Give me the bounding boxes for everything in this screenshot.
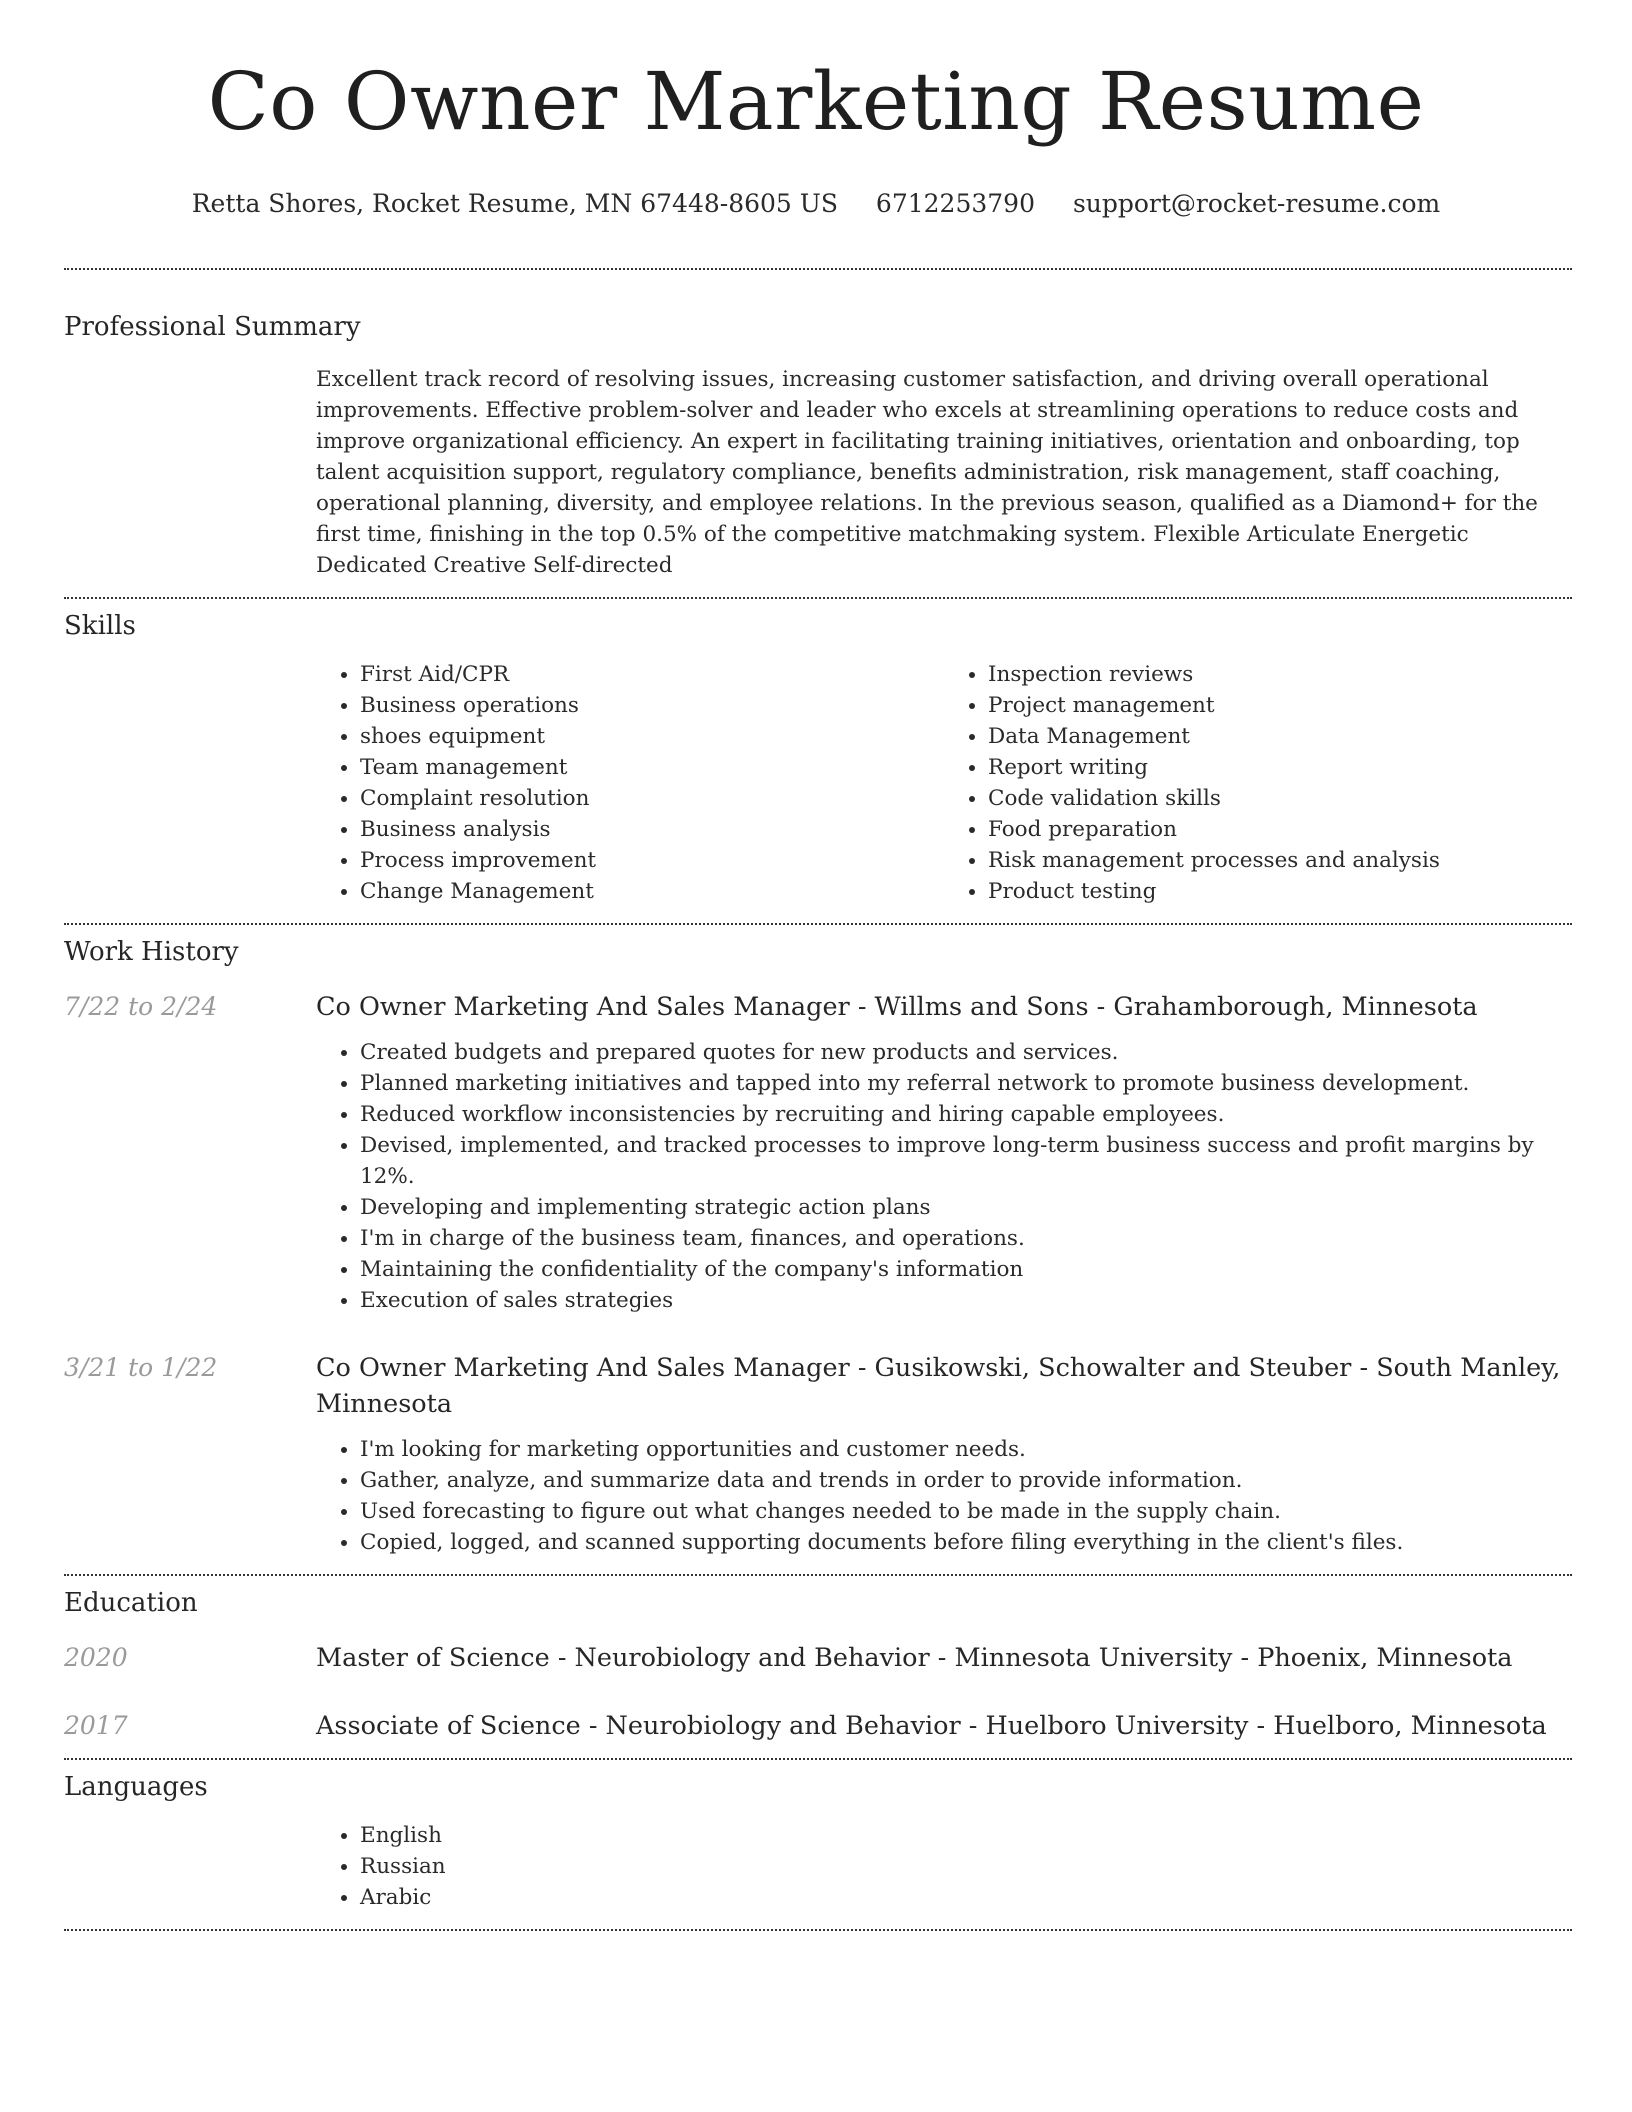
job-bullet: • Gather, analyze, and summarize data and trends in order to provide information. (360, 1465, 1572, 1496)
job-bullet: • Copied, logged, and scanned supporting documents before filing everything in the client's files. (360, 1527, 1572, 1558)
job-bullet: • Maintaining the confidentiality of the company's information (360, 1254, 1572, 1285)
contact-address: Retta Shores, Rocket Resume, MN 67448-8605 US (191, 189, 838, 218)
job-entry (64, 989, 1572, 1025)
education-entry (64, 1708, 1572, 1744)
job-bullet: • Devised, implemented, and tracked processes to improve long-term business success and profit margins by 12%. (360, 1130, 1572, 1192)
languages-heading: Languages (64, 1772, 208, 1802)
section-divider (64, 1574, 1572, 1576)
job-bullet: • Execution of sales strategies (360, 1285, 1572, 1316)
job-bullets (316, 1037, 1572, 1316)
skills-grid (316, 659, 1572, 907)
summary-text: Excellent track record of resolving issues, increasing customer satisfaction, and driving overall operational improvements. Effective problem-solver and leader who excels at streamlining operations to reduce costs and improve organizational efficiency. An expert in facilitating training initiatives, orientation and onboarding, top talent acquisition support, regulatory compliance, benefits administration, risk management, staff coaching, operational planning, diversity, and employee relations. In the previous season, qualified as a Diamond+ for the first time, finishing in the top 0.5% of the competitive matchmaking system. Flexible Articulate Energetic Dedicated Creative Self-directed (316, 367, 1538, 578)
skill-item: • First Aid/CPR (360, 659, 944, 690)
work-section (64, 935, 1572, 1558)
skill-item: • Code validation skills (988, 783, 1572, 814)
skills-list-right (944, 659, 1572, 907)
job-bullet: • I'm looking for marketing opportunities and customer needs. (360, 1434, 1572, 1465)
languages-list (316, 1820, 1572, 1913)
section-divider (64, 268, 1572, 270)
job-entry (64, 1350, 1572, 1422)
skill-item: • Complaint resolution (360, 783, 944, 814)
job-bullet: • I'm in charge of the business team, finances, and operations. (360, 1223, 1572, 1254)
skill-item: • Team management (360, 752, 944, 783)
language-item: • Arabic (360, 1882, 1572, 1913)
languages-section (64, 1770, 1572, 1913)
skill-item: • Business analysis (360, 814, 944, 845)
education-entry (64, 1640, 1572, 1676)
contact-line (0, 188, 1632, 220)
skill-item: • Risk management processes and analysis (988, 845, 1572, 876)
page-title: Co Owner Marketing Resume (207, 55, 1425, 148)
education-degree: Master of Science - Neurobiology and Behavior - Minnesota University - Phoenix, Minnesota (316, 1643, 1513, 1673)
education-heading: Education (64, 1588, 198, 1618)
skill-item: • Project management (988, 690, 1572, 721)
education-degree: Associate of Science - Neurobiology and Behavior - Huelboro University - Huelboro, Minnesota (316, 1711, 1547, 1741)
job-bullet: • Developing and implementing strategic action plans (360, 1192, 1572, 1223)
job-title: Co Owner Marketing And Sales Manager - Willms and Sons - Grahamborough, Minnesota (316, 992, 1478, 1022)
education-section (64, 1586, 1572, 1744)
skill-item: • Product testing (988, 876, 1572, 907)
section-divider (64, 597, 1572, 599)
skill-item: • Food preparation (988, 814, 1572, 845)
summary-heading: Professional Summary (64, 312, 361, 342)
section-divider (64, 1929, 1572, 1931)
job-bullet: • Reduced workflow inconsistencies by recruiting and hiring capable employees. (360, 1099, 1572, 1130)
education-year: 2020 (64, 1643, 128, 1672)
skill-item: • shoes equipment (360, 721, 944, 752)
job-bullet: • Used forecasting to figure out what changes needed to be made in the supply chain. (360, 1496, 1572, 1527)
section-divider (64, 923, 1572, 925)
language-item: • English (360, 1820, 1572, 1851)
language-item: • Russian (360, 1851, 1572, 1882)
job-title: Co Owner Marketing And Sales Manager - Gusikowski, Schowalter and Steuber - South Manley, Minnesota (316, 1353, 1561, 1419)
skills-heading: Skills (64, 611, 136, 641)
job-dates: 7/22 to 2/24 (64, 992, 218, 1021)
work-heading: Work History (64, 937, 239, 967)
job-dates: 3/21 to 1/22 (64, 1353, 218, 1382)
skill-item: • Report writing (988, 752, 1572, 783)
contact-phone: 6712253790 (875, 189, 1035, 218)
summary-section (64, 310, 1572, 581)
job-bullet: • Created budgets and prepared quotes for new products and services. (360, 1037, 1572, 1068)
skill-item: • Process improvement (360, 845, 944, 876)
section-divider (64, 1758, 1572, 1760)
skill-item: • Change Management (360, 876, 944, 907)
skill-item: • Inspection reviews (988, 659, 1572, 690)
skill-item: • Data Management (988, 721, 1572, 752)
education-year: 2017 (64, 1711, 128, 1740)
contact-email: support@rocket-resume.com (1072, 189, 1441, 218)
skill-item: • Business operations (360, 690, 944, 721)
job-bullet: • Planned marketing initiatives and tapped into my referral network to promote business development. (360, 1068, 1572, 1099)
skills-section (64, 609, 1572, 907)
skills-list-left (316, 659, 944, 907)
job-bullets (316, 1434, 1572, 1558)
